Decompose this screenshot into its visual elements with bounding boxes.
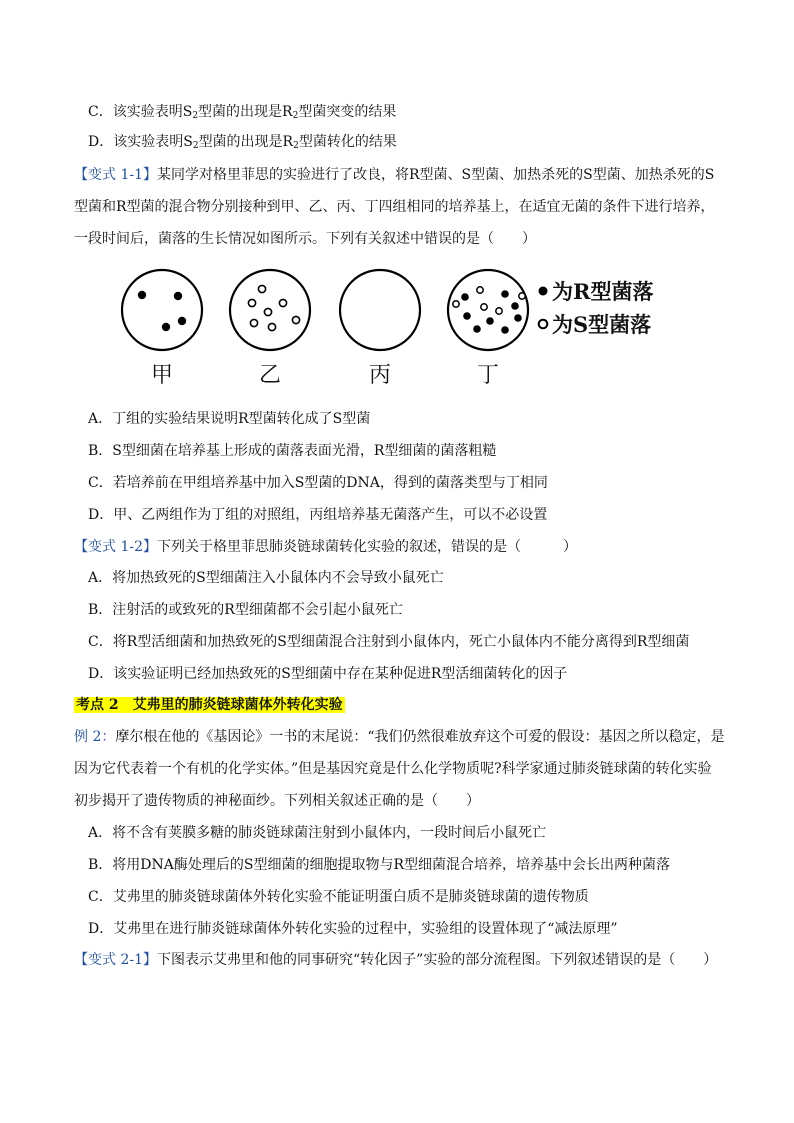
- legend-r-label: 为R型菌落: [552, 279, 654, 304]
- key-point-2-heading: [74, 695, 345, 715]
- variant-1-1-stem-line-3: 一段时间后，菌落的生长情况如图所示。下列有关叙述中错误的是（ ）: [74, 231, 536, 247]
- example-2-tag: 例 2：: [74, 729, 116, 745]
- legend-s-label: 为S型菌落: [552, 312, 652, 337]
- variant-1-2-tag: 【变式 1-2】: [74, 539, 157, 555]
- dish-ding: [448, 270, 528, 350]
- variant-1-1-option-a: A．丁组的实验结果说明R型菌转化成了S型菌: [88, 411, 371, 427]
- variant-1-1-option-c: C．若培养前在甲组培养基中加入S型菌的DNA，得到的菌落类型与丁相同: [88, 475, 548, 491]
- dish-bing: [340, 270, 420, 350]
- example-2-option-b: B．将用DNA酶处理后的S型细菌的细胞提取物与R型细菌混合培养，培养基中会长出两种菌落: [88, 857, 671, 873]
- legend-s-marker: [539, 320, 548, 329]
- q1-option-d: D．该实验表明$S_2$型菌的出现是$R_2$型菌转化的结果: [88, 134, 397, 151]
- dish-jia: [122, 270, 202, 350]
- variant-2-1-stem: 【变式 2-1】下图表示艾弗里和他的同事研究“转化因子”实验的部分流程图。下列叙述错误的是（ ）: [74, 952, 718, 968]
- variant-2-1-tag: 【变式 2-1】: [74, 952, 157, 968]
- example-2-stem-line-2: 因为它代表着一个有机的化学实体。”但是基因究竟是什么化学物质呢?科学家通过肺炎链球菌的转化实验: [74, 761, 712, 777]
- dish-ding-r-colonies: [461, 290, 522, 334]
- variant-1-1-tag: 【变式 1-1】: [74, 167, 157, 183]
- q1-option-c: C．该实验表明$S_2$型菌的出现是$R_2$型菌突变的结果: [88, 104, 397, 121]
- variant-1-1-stem-line-2: 型菌和R型菌的混合物分别接种到甲、乙、丙、丁四组相同的培养基上，在适宜无菌的条件下进行培养，: [74, 199, 715, 215]
- example-2-stem-line-1: 例 2：摩尔根在他的《基因论》一书的末尾说：“我们仍然很难放弃这个可爱的假设：基因之所以稳定，是: [74, 729, 725, 745]
- example-2-option-c: C．艾弗里的肺炎链球菌体外转化实验不能证明蛋白质不是肺炎链球菌的遗传物质: [88, 889, 589, 905]
- colony-figure: [120, 268, 680, 390]
- legend-r-marker: [539, 287, 548, 296]
- variant-1-2-stem: 【变式 1-2】下列关于格里菲思肺炎链球菌转化实验的叙述，错误的是（ ）: [74, 539, 577, 555]
- example-2-option-a: A．将不含有荚膜多糖的肺炎链球菌注射到小鼠体内，一段时间后小鼠死亡: [88, 825, 547, 841]
- dish-label-bing: 丙: [368, 363, 391, 388]
- dish-label-yi: 乙: [258, 363, 281, 388]
- variant-1-1-option-b: B．S型细菌在培养基上形成的菌落表面光滑，R型细菌的菌落粗糙: [88, 443, 497, 459]
- dish-yi-colonies: [248, 285, 299, 330]
- variant-1-2-option-c: C．将R型活细菌和加热致死的S型细菌混合注射到小鼠体内，死亡小鼠体内不能分离得到R型细菌: [88, 634, 690, 650]
- variant-1-2-option-b: B．注射活的或致死的R型细菌都不会引起小鼠死亡: [88, 602, 403, 618]
- example-2-stem-line-3: 初步揭开了遗传物质的神秘面纱。下列相关叙述正确的是（ ）: [74, 793, 480, 809]
- example-2-option-d: D．艾弗里在进行肺炎链球菌体外转化实验的过程中，实验组的设置体现了“减法原理”: [88, 921, 618, 937]
- key-point-2-label: 考点 2 艾弗里的肺炎链球菌体外转化实验: [76, 697, 343, 713]
- variant-1-2-option-d: D．该实验证明已经加热致死的S型细菌中存在某种促进R型活细菌转化的因子: [88, 666, 568, 682]
- dish-label-jia: 甲: [150, 363, 173, 388]
- variant-1-1-option-d: D．甲、乙两组作为丁组的对照组，丙组培养基无菌落产生，可以不必设置: [88, 507, 548, 523]
- dish-label-ding: 丁: [476, 363, 499, 388]
- dish-jia-colonies: [138, 291, 186, 331]
- variant-1-2-option-a: A．将加热致死的S型细菌注入小鼠体内不会导致小鼠死亡: [88, 570, 444, 586]
- variant-1-1-stem-line-1: 【变式 1-1】某同学对格里菲思的实验进行了改良，将R型菌、S型菌、加热杀死的S型菌、加热杀死的S: [74, 167, 715, 183]
